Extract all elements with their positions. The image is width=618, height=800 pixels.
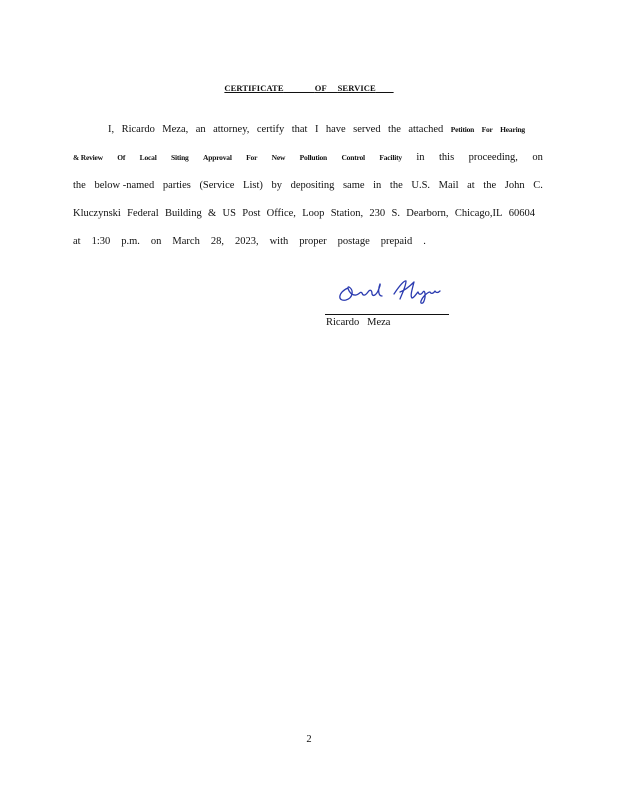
- word: below -named: [94, 180, 155, 191]
- word: have: [325, 124, 346, 135]
- word: the: [389, 180, 403, 191]
- word: Mail: [438, 180, 459, 191]
- body-line-5: [73, 236, 543, 247]
- word: U.S.: [411, 180, 431, 191]
- word: by: [271, 180, 282, 191]
- word: proceeding,: [468, 152, 518, 163]
- petition-title-word: Siting: [171, 153, 189, 162]
- body-line-2: [73, 152, 543, 163]
- word: with: [269, 236, 289, 247]
- word: 28,: [210, 236, 224, 247]
- petition-title-word: For: [246, 153, 258, 162]
- word: 230: [369, 208, 386, 219]
- word: p.m.: [121, 236, 140, 247]
- word: same: [342, 180, 365, 191]
- word: 60604: [508, 208, 535, 219]
- word: List): [243, 180, 263, 191]
- signature-line: [325, 314, 449, 315]
- word: attorney,: [213, 124, 250, 135]
- word: US: [222, 208, 236, 219]
- petition-title-word: Petition: [450, 125, 475, 134]
- word: Chicago,IL: [454, 208, 503, 219]
- petition-title-word: Pollution: [299, 153, 328, 162]
- word: in: [373, 180, 382, 191]
- petition-title-word: Approval: [203, 153, 232, 162]
- petition-title-word: New: [271, 153, 286, 162]
- word: I: [314, 124, 319, 135]
- word: the: [483, 180, 497, 191]
- word: that: [291, 124, 308, 135]
- word: Post: [242, 208, 261, 219]
- word: (Service: [199, 180, 235, 191]
- word: Kluczynski: [73, 208, 121, 219]
- word: Dearborn,: [406, 208, 449, 219]
- title-word-of: OF: [314, 83, 327, 93]
- petition-title-word: Hearing: [500, 125, 525, 134]
- word: on: [532, 152, 543, 163]
- word: attached: [408, 124, 444, 135]
- word: an: [195, 124, 206, 135]
- word: certify: [256, 124, 285, 135]
- word: postage: [337, 236, 370, 247]
- petition-title-word: Facility: [379, 153, 402, 162]
- petition-title-word: Local: [139, 153, 157, 162]
- word: prepaid: [380, 236, 413, 247]
- word: Loop: [302, 208, 325, 219]
- word: this: [438, 152, 455, 163]
- word: &: [208, 208, 217, 219]
- word: I,: [108, 124, 115, 135]
- body-line-4: [73, 208, 535, 219]
- page-number: 2: [306, 734, 312, 745]
- word: depositing: [290, 180, 335, 191]
- word: March: [172, 236, 200, 247]
- word: Office,: [266, 208, 296, 219]
- word: C.: [533, 180, 543, 191]
- petition-title-word: Of: [117, 153, 126, 162]
- petition-title-word: & Review: [73, 153, 103, 162]
- word: 2023,: [234, 236, 259, 247]
- word: .: [423, 236, 426, 247]
- word: on: [150, 236, 162, 247]
- certificate-title: [0, 83, 618, 93]
- word: 1:30: [91, 236, 111, 247]
- word: Ricardo: [121, 124, 155, 135]
- word: proper: [299, 236, 327, 247]
- word: Station,: [330, 208, 364, 219]
- word: in: [416, 152, 425, 163]
- title-word-service: SERVICE: [337, 83, 376, 93]
- body-line-1: [108, 124, 525, 135]
- word: at: [73, 236, 81, 247]
- word: served: [353, 124, 381, 135]
- word: the: [73, 180, 86, 191]
- handwritten-signature: [334, 278, 446, 308]
- word: the: [388, 124, 401, 135]
- word: at: [467, 180, 475, 191]
- petition-title-word: For: [481, 125, 493, 134]
- title-word-certificate: CERTIFICATE: [224, 83, 284, 93]
- petition-title-word: Control: [341, 153, 365, 162]
- word: John: [504, 180, 525, 191]
- word: Meza,: [162, 124, 189, 135]
- word: parties: [162, 180, 191, 191]
- signer-name: Ricardo Meza: [326, 317, 391, 328]
- word: Building: [164, 208, 202, 219]
- word: Federal: [127, 208, 159, 219]
- body-line-3: [73, 180, 543, 191]
- word: S.: [391, 208, 400, 219]
